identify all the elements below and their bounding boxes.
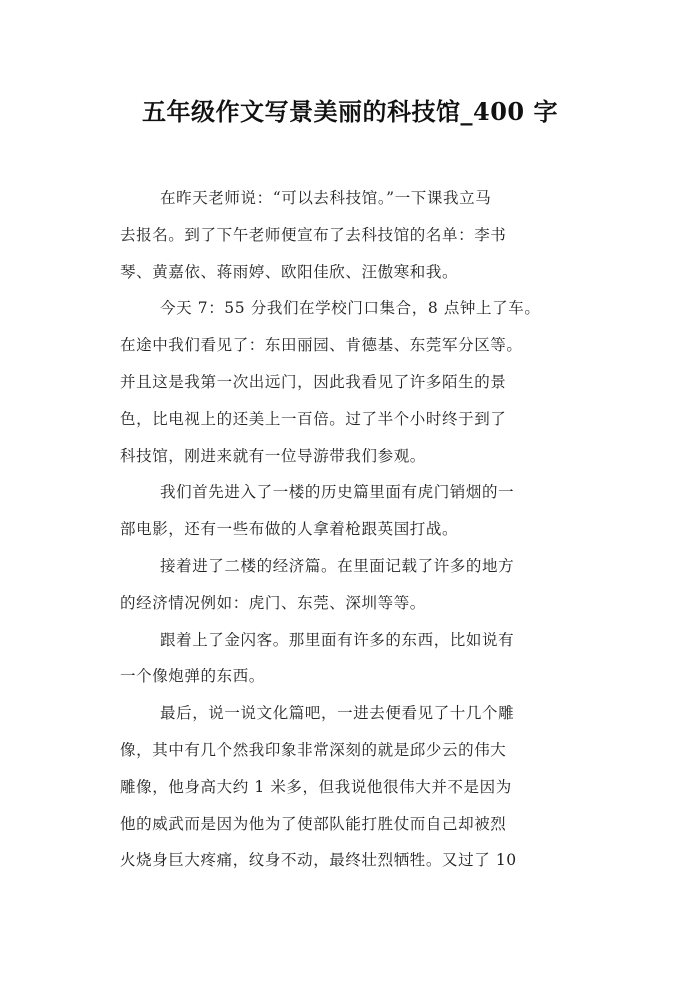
text-line: 色，比电视上的还美上一百倍。过了半个小时终于到了 bbox=[120, 409, 507, 428]
text-line: 在途中我们看见了：东田丽园、肯德基、东莞军分区等。 bbox=[120, 336, 523, 355]
text-line: 今天 7：55 分我们在学校门口集合，8 点钟上了车。 bbox=[160, 299, 541, 318]
text-line: 的经济情况例如：虎门、东莞、深圳等等。 bbox=[120, 593, 426, 612]
text-line: 他的威武而是因为他为了使部队能打胜仗而自己却被烈 bbox=[120, 814, 507, 833]
document-body bbox=[120, 180, 590, 879]
text-line: 像，其中有几个然我印象非常深刻的就是邱少云的伟大 bbox=[120, 740, 507, 759]
text-line: 一个像炮弹的东西。 bbox=[120, 667, 265, 686]
text-line: 跟着上了金闪客。那里面有许多的东西，比如说有 bbox=[160, 630, 515, 649]
text-line: 接着进了二楼的经济篇。在里面记载了许多的地方 bbox=[160, 556, 515, 575]
text-line: 部电影，还有一些布做的人拿着枪跟英国打战。 bbox=[120, 520, 459, 539]
document-title: 五年级作文写景美丽的科技馆_400 字 bbox=[142, 97, 558, 126]
text-line: 并且这是我第一次出远门，因此我看见了许多陌生的景 bbox=[120, 372, 507, 391]
text-line: 我们首先进入了一楼的历史篇里面有虎门销烟的一 bbox=[160, 483, 515, 502]
text-line: 雕像，他身高大约 1 米多，但我说他很伟大并不是因为 bbox=[120, 777, 512, 796]
text-line: 琴、黄嘉依、蒋雨婷、欧阳佳欣、汪傲寒和我。 bbox=[120, 262, 459, 281]
text-line: 最后，说一说文化篇吧，一进去便看见了十几个雕 bbox=[160, 704, 515, 723]
text-line: 科技馆，刚进来就有一位导游带我们参观。 bbox=[120, 446, 426, 465]
text-line: 火烧身巨大疼痛，纹身不动，最终壮烈牺牲。又过了 10 bbox=[120, 851, 517, 870]
text-line: 在昨天老师说：“可以去科技馆。”一下课我立马 bbox=[160, 189, 492, 207]
text-line: 去报名。到了下午老师便宣布了去科技馆的名单：李书 bbox=[120, 225, 507, 244]
